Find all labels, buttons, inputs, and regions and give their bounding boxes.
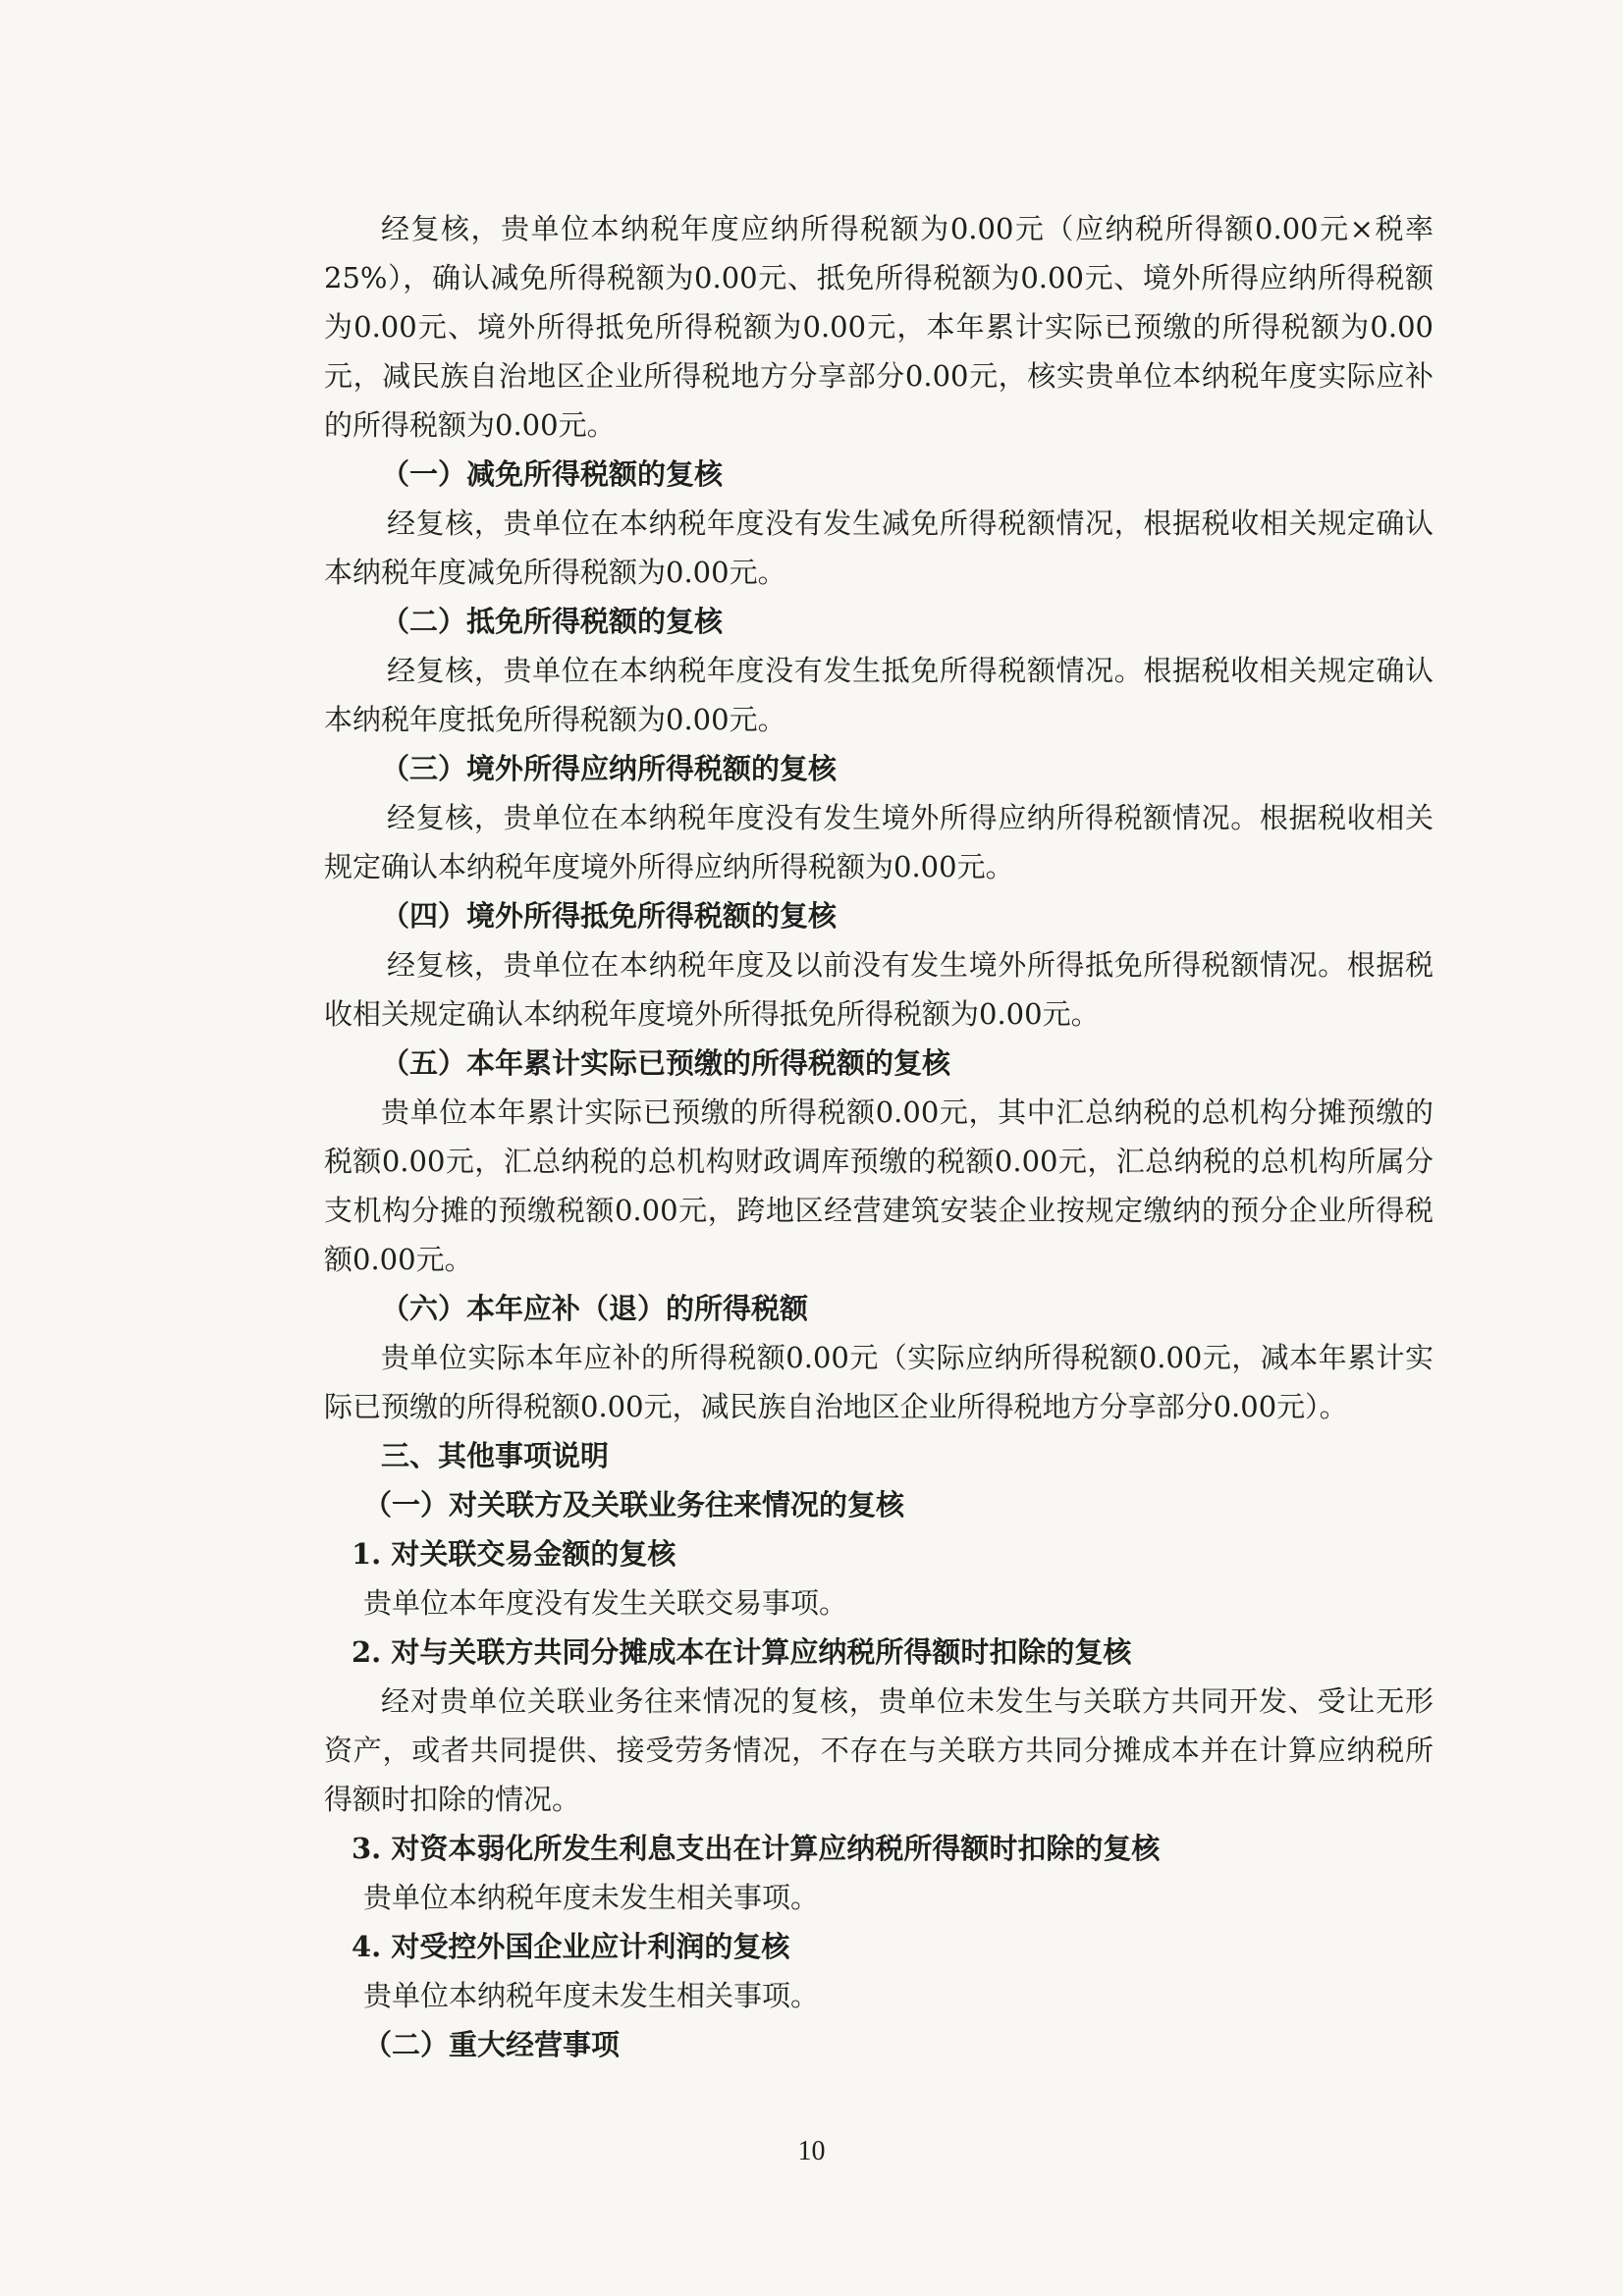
section-heading-prepaid-tax: （五）本年累计实际已预缴的所得税额的复核 (381, 1046, 951, 1080)
section-heading-tax-credit: （二）抵免所得税额的复核 (381, 605, 724, 638)
subsection-heading-cost-sharing: 2. 对与关联方共同分摊成本在计算应纳税所得额时扣除的复核 (352, 1635, 1132, 1669)
subsection-heading-related-transactions: 1. 对关联交易金额的复核 (352, 1537, 676, 1571)
section-heading-major-operations: （二）重大经营事项 (363, 2028, 621, 2061)
body-paragraph: 贵单位本年累计实际已预缴的所得税额0.00元，其中汇总纳税的总机构分摊预缴的税额0.00元，汇总纳税的总机构财政调库预缴的税额0.00元，汇总纳税的总机构所属分支机构分摊的预缴税额0.00元，跨地区经营建筑安装企业按规定缴纳的预分企业所得税额0.00元。 (324, 1095, 1434, 1276)
section-heading-related-parties: （一）对关联方及关联业务往来情况的复核 (363, 1488, 905, 1522)
page-body (324, 204, 1434, 2069)
section-heading-tax-reduction: （一）减免所得税额的复核 (381, 457, 724, 491)
body-paragraph: 经复核，贵单位在本纳税年度没有发生减免所得税额情况，根据税收相关规定确认本纳税年度减免所得税额为0.00元。 (324, 507, 1434, 589)
body-paragraph: 贵单位本年度没有发生关联交易事项。 (363, 1586, 848, 1620)
body-paragraph: 贵单位本纳税年度未发生相关事项。 (363, 1881, 820, 1914)
subsection-heading-thin-capitalization: 3. 对资本弱化所发生利息支出在计算应纳税所得额时扣除的复核 (352, 1832, 1161, 1865)
summary-paragraph: 经复核，贵单位本纳税年度应纳所得税额为0.00元（应纳税所得额0.00元×税率25%），确认减免所得税额为0.00元、抵免所得税额为0.00元、境外所得应纳所得税额为0.00元、境外所得抵免所得税额为0.00元，本年累计实际已预缴的所得税额为0.00元，减民族自治地区企业所得税地方分享部分0.00元，核实贵单位本纳税年度实际应补的所得税额为0.00元。 (324, 212, 1434, 442)
section-heading-foreign-income-tax: （三）境外所得应纳所得税额的复核 (381, 752, 838, 785)
page-number: 10 (797, 2136, 826, 2166)
body-paragraph: 经复核，贵单位在本纳税年度及以前没有发生境外所得抵免所得税额情况。根据税收相关规定确认本纳税年度境外所得抵免所得税额为0.00元。 (324, 948, 1434, 1031)
chapter-heading-other-matters: 三、其他事项说明 (381, 1439, 610, 1472)
body-paragraph: 贵单位本纳税年度未发生相关事项。 (363, 1979, 820, 2012)
body-paragraph: 经对贵单位关联业务往来情况的复核，贵单位未发生与关联方共同开发、受让无形资产，或者共同提供、接受劳务情况，不存在与关联方共同分摊成本并在计算应纳税所得额时扣除的情况。 (324, 1684, 1434, 1816)
body-paragraph: 贵单位实际本年应补的所得税额0.00元（实际应纳所得税额0.00元，减本年累计实际已预缴的所得税额0.00元，减民族自治地区企业所得税地方分享部分0.00元）。 (324, 1341, 1434, 1423)
body-paragraph: 经复核，贵单位在本纳税年度没有发生抵免所得税额情况。根据税收相关规定确认本纳税年度抵免所得税额为0.00元。 (324, 654, 1434, 736)
body-paragraph: 经复核，贵单位在本纳税年度没有发生境外所得应纳所得税额情况。根据税收相关规定确认本纳税年度境外所得应纳所得税额为0.00元。 (324, 801, 1434, 883)
section-heading-foreign-tax-credit: （四）境外所得抵免所得税额的复核 (381, 899, 838, 933)
section-heading-tax-payable: （六）本年应补（退）的所得税额 (381, 1292, 809, 1325)
subsection-heading-cfc-profits: 4. 对受控外国企业应计利润的复核 (352, 1930, 790, 1963)
